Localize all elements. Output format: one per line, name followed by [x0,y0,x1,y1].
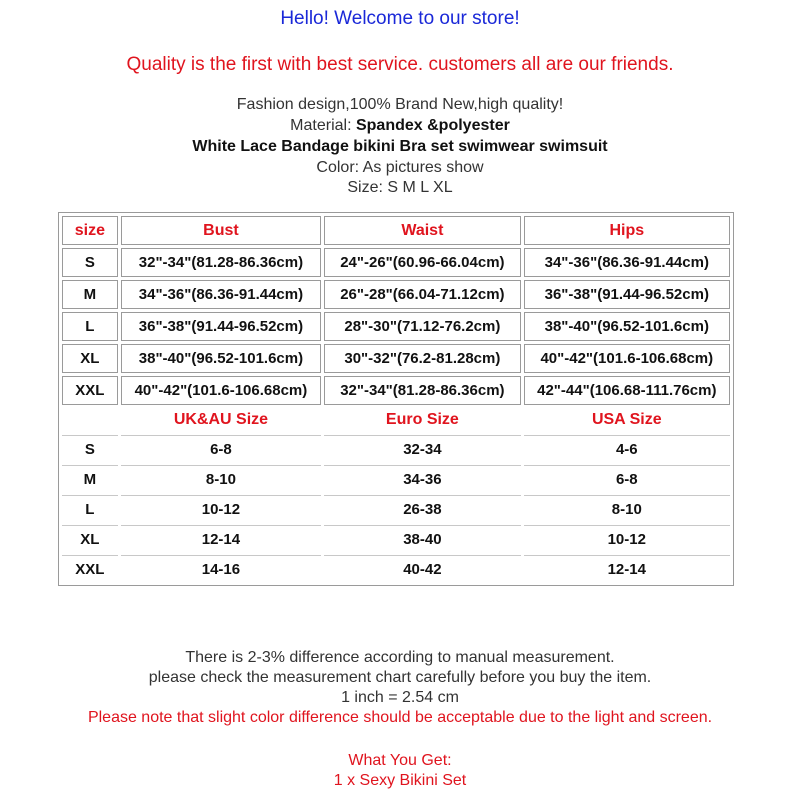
quality-slogan: Quality is the first with best service. customers all are our friends. [126,54,674,75]
bust-cell: 40"-42"(101.6-106.68cm) [121,376,321,405]
difference-note: There is 2-3% difference according to manual measurement. [185,649,615,666]
fashion-description: Fashion design,100% Brand New,high quality! [236,96,564,113]
hips-cell: 36"-38"(91.44-96.52cm) [524,280,730,309]
waist-cell: 32"-34"(81.28-86.36cm) [324,376,520,405]
euro-cell: 32-34 [324,435,520,462]
header-blank [62,408,118,432]
material-label: Material: [290,117,352,134]
uk-au-cell: 6-8 [121,435,321,462]
header-bust: Bust [121,216,321,245]
what-you-get-title: What You Get: [348,752,452,769]
header-hips: Hips [524,216,730,245]
usa-cell: 6-8 [524,465,730,492]
header-size: size [62,216,118,245]
uk-au-cell: 14-16 [121,555,321,582]
header-usa-size: USA Size [591,411,662,428]
waist-cell: 30"-32"(76.2-81.28cm) [324,344,520,373]
color-difference-note: Please note that slight color difference should be acceptable due to the light and screen. [87,709,713,726]
hips-cell: 40"-42"(101.6-106.68cm) [524,344,730,373]
material-line [0,117,800,135]
waist-cell: 28"-30"(71.12-76.2cm) [324,312,520,341]
table-row [62,312,730,341]
euro-cell: 38-40 [324,525,520,552]
size-cell: M [62,465,118,492]
hips-cell: 42"-44"(106.68-111.76cm) [524,376,730,405]
inch-conversion-note: 1 inch = 2.54 cm [341,689,459,706]
size-chart-table [58,212,734,586]
table-row [62,465,730,492]
waist-cell: 24"-26"(60.96-66.04cm) [324,248,520,277]
table-row [62,435,730,462]
bust-cell: 38"-40"(96.52-101.6cm) [121,344,321,373]
size-cell: XXL [62,376,118,405]
euro-cell: 40-42 [324,555,520,582]
size-cell: M [62,280,118,309]
usa-cell: 12-14 [524,555,730,582]
uk-au-cell: 8-10 [121,465,321,492]
conversion-header-row [62,408,730,432]
size-info: Size: S M L XL [347,179,453,196]
usa-cell: 10-12 [524,525,730,552]
check-note: please check the measurement chart carefully before you buy the item. [148,669,652,686]
bust-cell: 32"-34"(81.28-86.36cm) [121,248,321,277]
table-row [62,248,730,277]
table-row [62,495,730,522]
usa-cell: 8-10 [524,495,730,522]
uk-au-cell: 10-12 [121,495,321,522]
header-euro-size: Euro Size [385,411,459,428]
table-row [62,376,730,405]
header-waist: Waist [324,216,520,245]
table-row [62,555,730,582]
table-row [62,525,730,552]
size-cell: XL [62,525,118,552]
size-cell: L [62,312,118,341]
size-cell: L [62,495,118,522]
bust-cell: 34"-36"(86.36-91.44cm) [121,280,321,309]
header-uk-au-size: UK&AU Size [173,411,269,428]
waist-cell: 26"-28"(66.04-71.12cm) [324,280,520,309]
size-cell: S [62,248,118,277]
uk-au-cell: 12-14 [121,525,321,552]
size-cell: XL [62,344,118,373]
euro-cell: 34-36 [324,465,520,492]
what-you-get-item: 1 x Sexy Bikini Set [333,772,467,789]
product-title: White Lace Bandage bikini Bra set swimwear swimsuit [192,138,608,155]
hips-cell: 34"-36"(86.36-91.44cm) [524,248,730,277]
size-cell: S [62,435,118,462]
table-row [62,344,730,373]
measure-header-row [62,216,730,245]
hips-cell: 38"-40"(96.52-101.6cm) [524,312,730,341]
bust-cell: 36"-38"(91.44-96.52cm) [121,312,321,341]
table-row [62,280,730,309]
material-value: Spandex &polyester [355,117,510,134]
welcome-text: Hello! Welcome to our store! [280,8,520,29]
usa-cell: 4-6 [524,435,730,462]
color-info: Color: As pictures show [316,159,484,176]
euro-cell: 26-38 [324,495,520,522]
size-cell: XXL [62,555,118,582]
